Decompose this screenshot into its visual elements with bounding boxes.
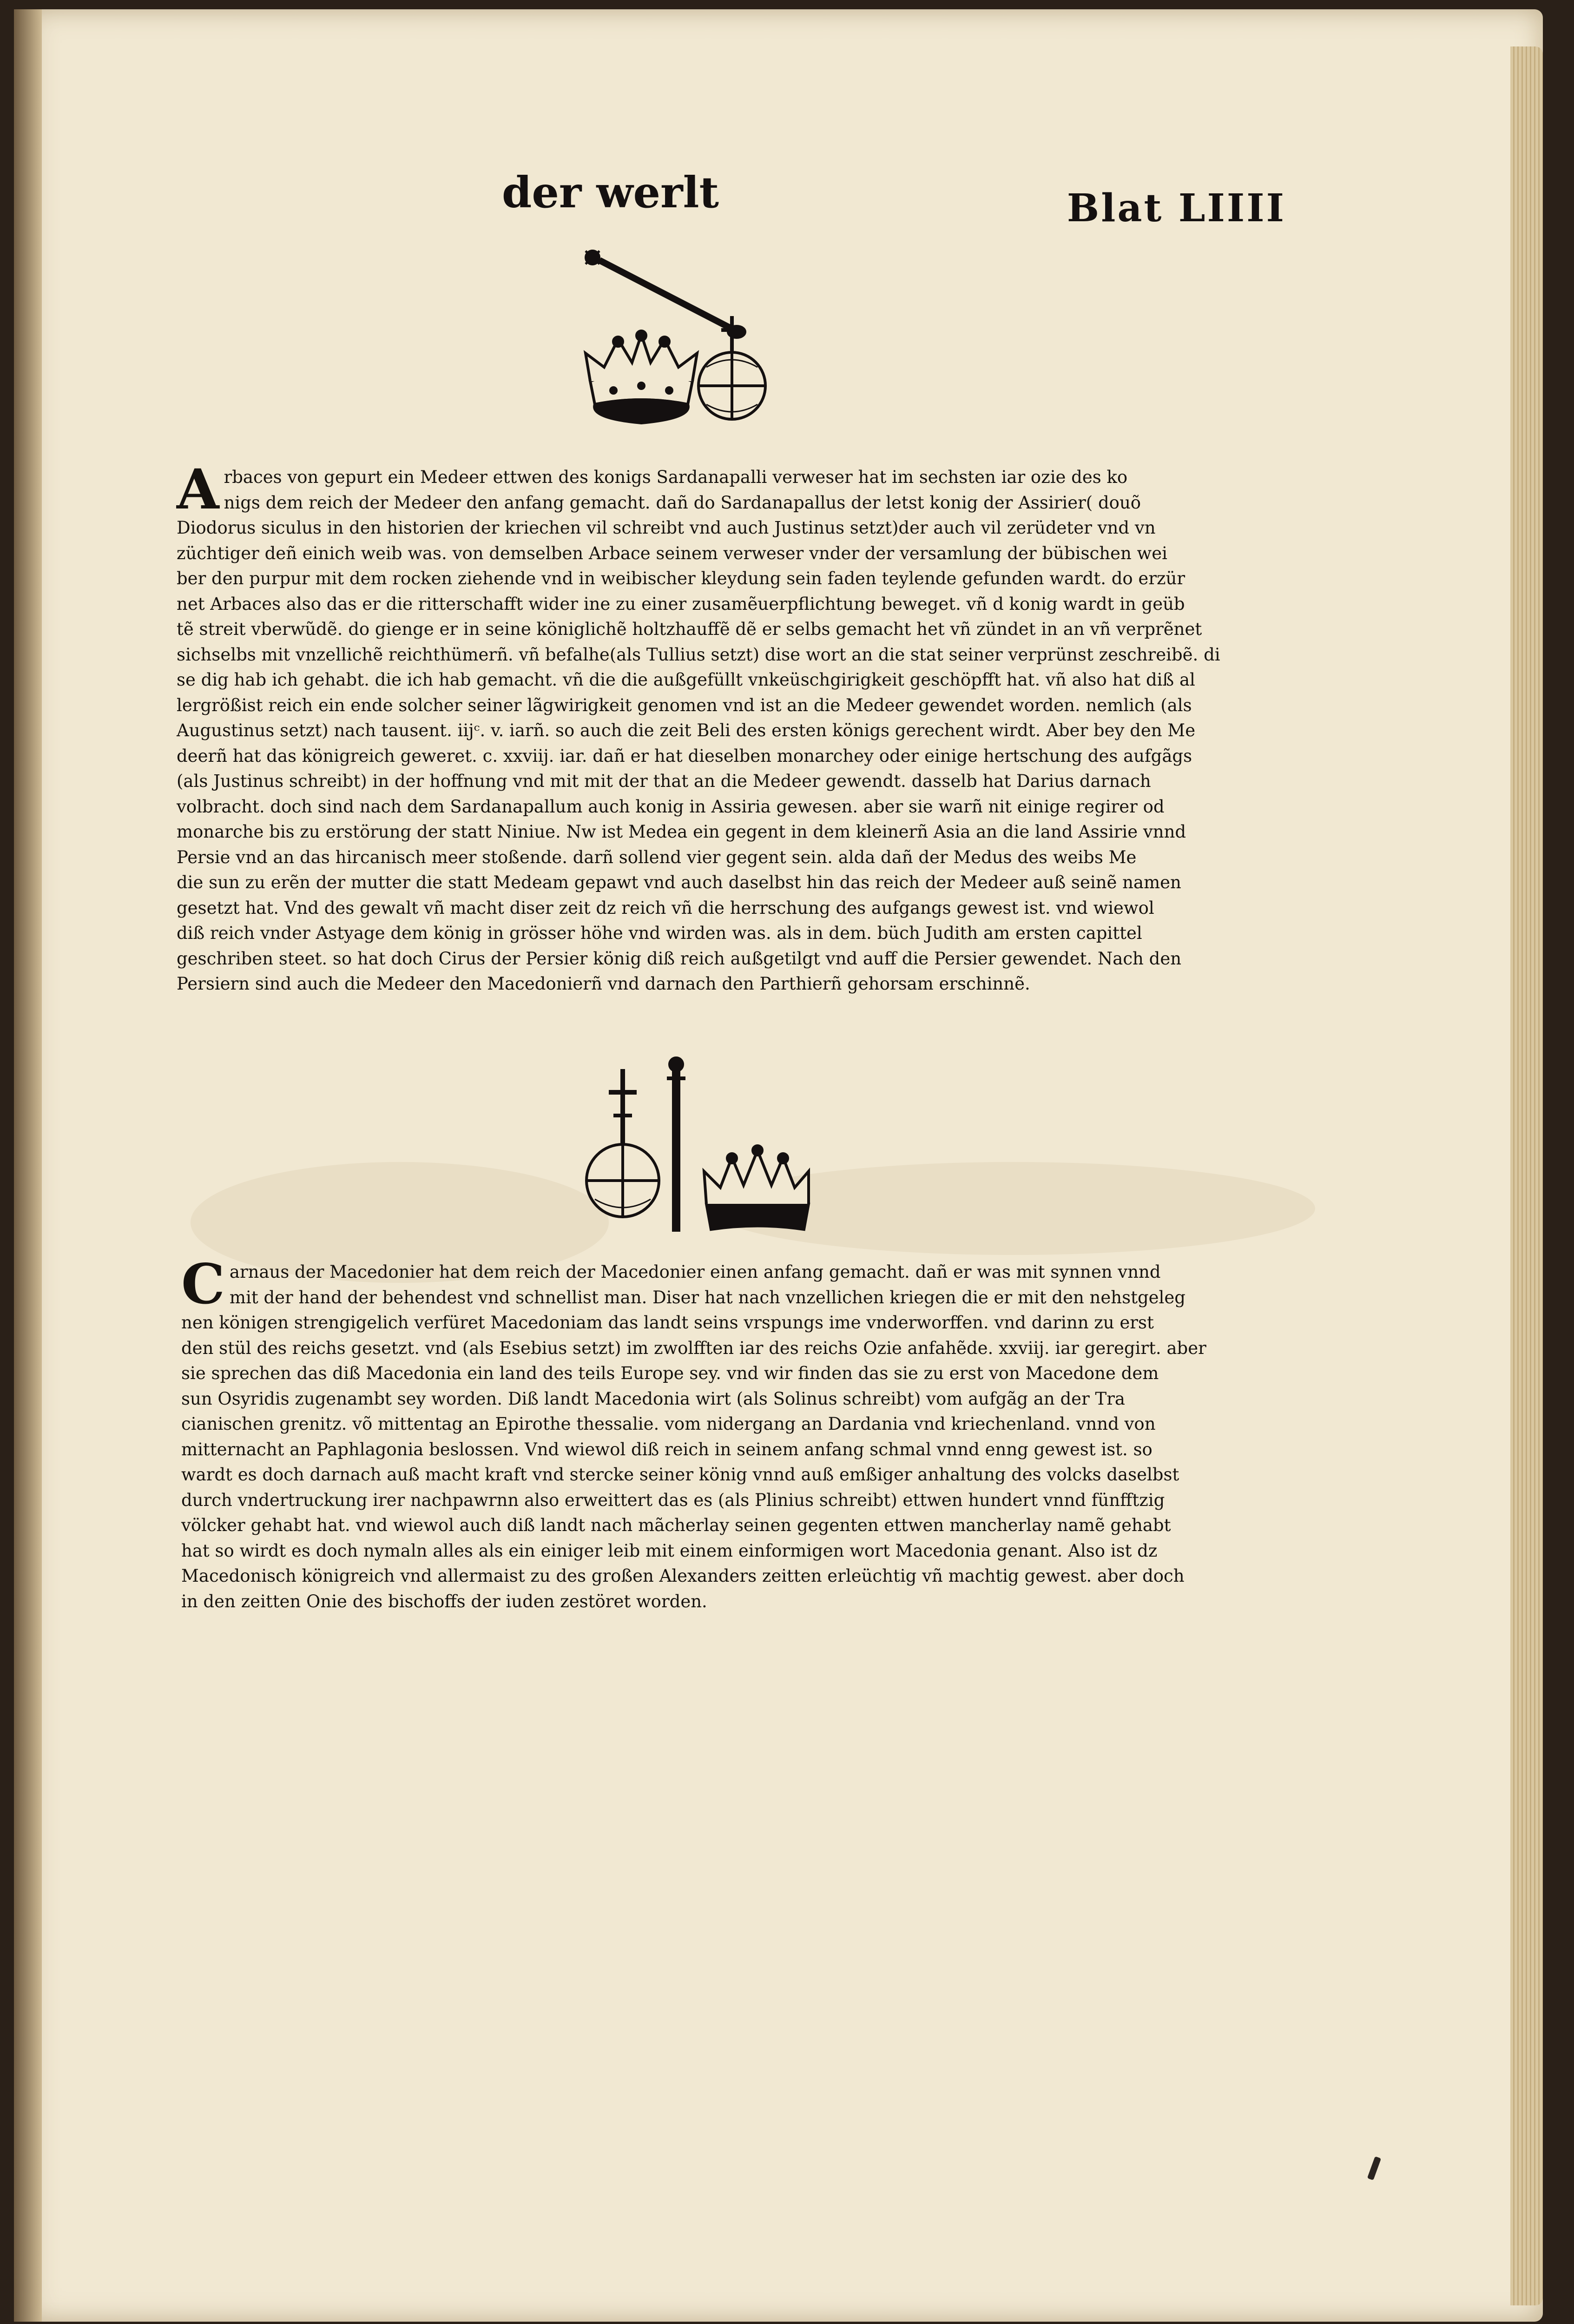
text-line: arnaus der Macedonier hat dem reich der Macedonier einen anfang gemacht. dañ er was mit synnen vnnd xyxy=(229,1262,1161,1282)
text-line: se dig hab ich gehabt. die ich hab gemacht. vñ die die außgefüllt vnkeüschgirigkeit geschöpfft hat. vñ also hat diß al xyxy=(177,670,1195,690)
text-line: Persie vnd an das hircanisch meer stoßende. darñ sollend vier gegent sein. alda dañ der Medus des weibs Me xyxy=(177,847,1137,867)
section-carnaus xyxy=(181,1252,1269,1614)
text-line: in den zeitten Onie des bischoffs der iuden zestöret worden. xyxy=(181,1591,707,1611)
text-line: sun Osyridis zugenambt sey worden. Diß landt Macedonia wirt (als Solinus schreibt) vom aufgãg an der Tra xyxy=(181,1388,1125,1409)
text-line: durch vndertruckung irer nachpawrnn also erweittert das es (als Plinius schreibt) ettwen hundert vnnd fünfftzig xyxy=(181,1490,1165,1510)
scepter-icon xyxy=(586,251,745,337)
text-line: (als Justinus schreibt) in der hoffnung vnd mit mit der that an die Medeer gewendt. dasselb hat Darius darnach xyxy=(177,771,1151,791)
page-edges xyxy=(1510,46,1543,2305)
text-line: mit der hand der behendest vnd schnellist man. Diser hat nach vnzellichen kriegen die er mit den nehstgeleg xyxy=(229,1287,1185,1307)
crown-scepter-orb-woodcut xyxy=(572,246,771,451)
text-line: net Arbaces also das er die ritterschafft wider ine zu einer zusamẽuerpflichtung beweget. vñ d konig wardt in geüb xyxy=(177,594,1185,614)
crown-icon xyxy=(704,1146,809,1229)
text-line: sichselbs mit vnzellichẽ reichthümerñ. vñ befalhe(als Tullius setzt) dise wort an die stat seiner verprünst zeschreibẽ. di xyxy=(177,644,1220,665)
text-line: volbracht. doch sind nach dem Sardanapallum auch konig in Assiria gewesen. aber sie warñ nit einige regirer od xyxy=(177,796,1165,817)
text-line: tẽ streit vberwũdẽ. do gienge er in seine königlichẽ holtzhauffẽ dẽ er selbs gemacht het vñ zündet in an vñ verprẽnet xyxy=(177,619,1202,639)
text-line: hat so wirdt es doch nymaln alles als ein einiger leib mit einem einformigen wort Macedonia genant. Also ist dz xyxy=(181,1540,1158,1561)
text-line: gesetzt hat. Vnd des gewalt vñ macht diser zeit dz reich vñ die herrschung des aufgangs gewest ist. vnd wiewol xyxy=(177,898,1154,918)
text-line: Augustinus setzt) nach tausent. iijᶜ. v. iarñ. so auch die zeit Beli des ersten königs gerechent wirdt. Aber bey den Me xyxy=(177,720,1196,740)
text-line: nigs dem reich der Medeer den anfang gemacht. dañ do Sardanapallus der letst konig der Assirier( douõ xyxy=(224,492,1141,513)
text-line: diß reich vnder Astyage dem könig in grösser höhe vnd wirden was. als in dem. büch Judith am ersten capittel xyxy=(177,923,1142,943)
text-line: lergrößist reich ein ende solcher seiner lãgwirigkeit genomen vnd ist an die Medeer gewendet worden. nemlich (als xyxy=(177,695,1192,715)
text-line: geschriben steet. so hat doch Cirus der Persier könig diß reich außgetilgt vnd auff die Persier gewendet. Nach den xyxy=(177,948,1182,969)
text-line: züchtiger deñ einich weib was. von demselben Arbace seinem verweser vnder der versamlung der bübischen wei xyxy=(177,543,1167,563)
orb-icon xyxy=(586,1069,659,1217)
initial-letter: A xyxy=(177,457,219,522)
text-line: monarche bis zu erstörung der statt Niniue. Nw ist Medea ein gegent in dem kleinerñ Asia an die land Assirie vnnd xyxy=(177,822,1186,842)
text-line: Macedonisch königreich vnd allermaist zu des großen Alexanders zeitten erleüchtig vñ machtig gewest. aber doch xyxy=(181,1566,1185,1586)
text-line: Diodorus siculus in den historien der kriechen vil schreibt vnd auch Justinus setzt)der auch vil zerüdeter vnd vn xyxy=(177,518,1156,538)
running-head-left: der werlt xyxy=(502,167,719,218)
text-line: den stül des reichs gesetzt. vnd (als Esebius setzt) im zwolfften iar des reichs Ozie anfahẽde. xxviij. iar geregirt. aber xyxy=(181,1338,1206,1358)
text-line: die sun zu erẽn der mutter die statt Medeam gepawt vnd auch daselbst hin das reich der Medeer auß seinẽ namen xyxy=(177,872,1181,892)
text-line: cianischen grenitz. võ mittentag an Epirothe thessalie. vom nidergang an Dardania vnd kriechenland. vnnd von xyxy=(181,1414,1156,1434)
text-line: rbaces von gepurt ein Medeer ettwen des konigs Sardanapalli verweser hat im sechsten iar ozie des ko xyxy=(224,467,1128,487)
text-line: deerñ hat das königreich geweret. c. xxviij. iar. dañ er hat dieselben monarchey oder einige hertschung des aufgãgs xyxy=(177,746,1192,766)
text-line: Persiern sind auch die Medeer den Macedonierñ vnd darnach den Parthierñ gehorsam erschinnẽ. xyxy=(177,974,1030,994)
text-line: mitternacht an Paphlagonia beslossen. Vnd wiewol diß reich in seinem anfang schmal vnnd enng gewest ist. so xyxy=(181,1439,1153,1459)
section-arbaces xyxy=(177,457,1259,997)
scepter-icon xyxy=(667,1058,685,1232)
text-line: nen königen strengigelich verfüret Macedoniam das landt seins vrspungs ime vnderworffen. vnd darinn zu erst xyxy=(181,1313,1154,1333)
page-gutter xyxy=(14,9,42,2322)
orb-icon xyxy=(698,316,765,419)
orb-scepter-crown-woodcut xyxy=(572,1050,813,1236)
text-line: ber den purpur mit dem rocken ziehende vnd in weibischer kleydung sein faden teylende gefunden wardt. do erzür xyxy=(177,568,1185,588)
text-line: völcker gehabt hat. vnd wiewol auch diß landt nach mãcherlay seinen gegenten ettwen mancherlay namẽ gehabt xyxy=(181,1515,1171,1535)
crown-icon xyxy=(586,331,697,423)
text-line: wardt es doch darnach auß macht kraft vnd stercke seiner könig vnnd auß emßiger anhaltung des volcks daselbst xyxy=(181,1465,1179,1485)
text-line: sie sprechen das diß Macedonia ein land des teils Europe sey. vnd wir finden das sie zu erst von Macedone dem xyxy=(181,1363,1159,1383)
running-head-folio: Blat LIIII xyxy=(1067,186,1286,231)
initial-letter: C xyxy=(181,1252,225,1316)
